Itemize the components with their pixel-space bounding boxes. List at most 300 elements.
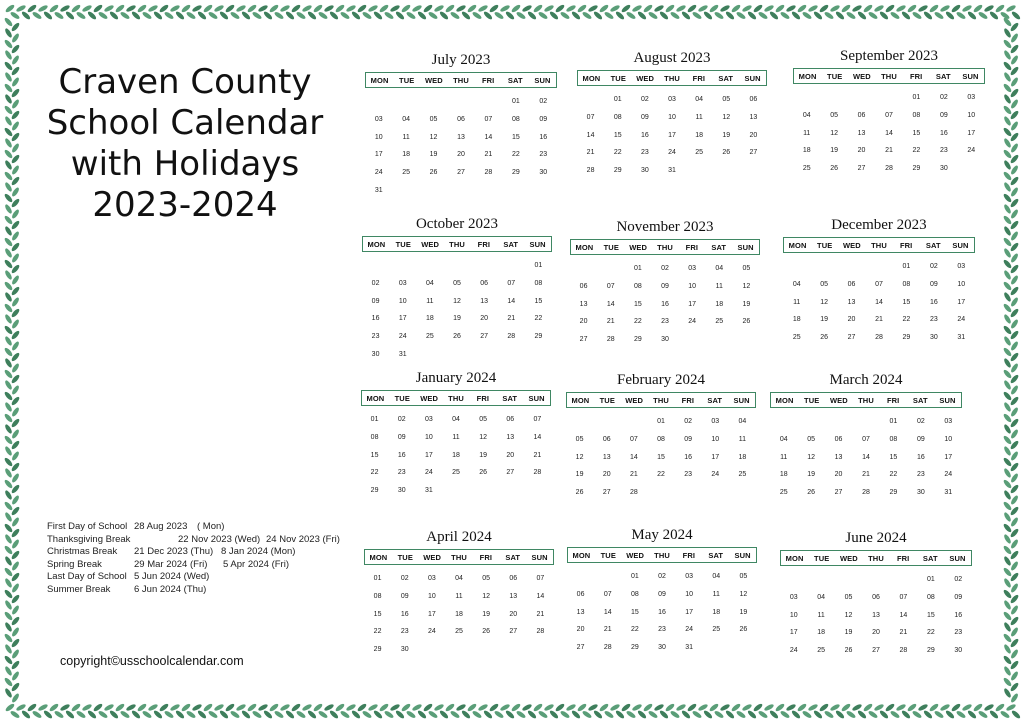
- day-cell: 04: [792, 280, 801, 288]
- day-cell: 09: [939, 111, 948, 119]
- day-cell: 13: [509, 592, 518, 600]
- day-cell: 08: [630, 590, 639, 598]
- page-title: [40, 62, 330, 226]
- day-cell: 29: [613, 167, 622, 175]
- day-cell: 21: [875, 316, 883, 324]
- day-cell: 04: [452, 416, 460, 423]
- weekday-label: WED: [852, 71, 871, 81]
- day-cell: 24: [398, 333, 407, 341]
- day-cell: 03: [789, 593, 798, 601]
- day-cell: 26: [429, 169, 438, 177]
- day-cell: 03: [668, 96, 676, 103]
- day-cell: 08: [613, 113, 622, 121]
- empty-day-cell: [567, 568, 594, 586]
- day-cell: 20: [749, 131, 758, 139]
- empty-day-cell: [838, 258, 865, 276]
- day-cell: 14: [536, 592, 545, 600]
- day-cell: 13: [847, 298, 856, 306]
- empty-day-cell: [770, 413, 797, 431]
- day-cell: 15: [370, 451, 379, 459]
- month-name: August 2023: [633, 50, 711, 66]
- weekday-label: SAT: [925, 240, 941, 250]
- day-cell: 18: [402, 151, 411, 159]
- weekday-label: THU: [871, 240, 887, 250]
- day-cell: 31: [398, 350, 407, 358]
- day-cell: 12: [807, 453, 816, 461]
- weekday-label: THU: [858, 395, 874, 405]
- day-cell: 12: [722, 113, 731, 121]
- month-name: February 2024: [617, 372, 705, 388]
- day-cell: 26: [742, 318, 751, 326]
- day-cell: 07: [899, 593, 908, 601]
- weekday-label: FRI: [899, 240, 913, 250]
- day-cell: 15: [534, 297, 543, 305]
- day-cell: 29: [633, 336, 642, 344]
- holiday-name: Last Day of School: [47, 571, 127, 582]
- day-cell: 26: [482, 628, 491, 636]
- day-cell: 23: [929, 316, 938, 324]
- day-grid: [362, 257, 552, 364]
- empty-day-cell: [447, 93, 474, 111]
- day-cell: 29: [534, 333, 543, 341]
- day-cell: 03: [688, 265, 697, 272]
- day-grid: [361, 411, 551, 500]
- day-cell: 07: [586, 113, 595, 121]
- weekday-label: WED: [829, 395, 848, 405]
- weekday-label: SUN: [733, 395, 750, 405]
- day-cell: 01: [889, 418, 898, 425]
- day-cell: 17: [398, 315, 407, 323]
- day-cell: 09: [684, 435, 693, 443]
- day-cell: 23: [397, 469, 406, 477]
- month-name: January 2024: [415, 370, 497, 386]
- month-name: December 2023: [831, 217, 927, 233]
- day-cell: 03: [957, 263, 966, 270]
- day-cell: 29: [926, 647, 935, 655]
- day-cell: 06: [576, 590, 585, 598]
- day-cell: 24: [957, 316, 966, 324]
- day-cell: 24: [424, 469, 433, 477]
- day-cell: 02: [397, 416, 406, 423]
- day-cell: 15: [926, 611, 935, 619]
- weekday-header: [364, 549, 554, 565]
- day-cell: 14: [629, 453, 638, 461]
- day-cell: 28: [507, 333, 516, 341]
- month-calendar: [570, 218, 760, 349]
- weekday-label: TUE: [817, 240, 833, 250]
- weekday-label: WED: [629, 242, 648, 252]
- empty-day-cell: [780, 571, 807, 589]
- day-cell: 21: [507, 315, 516, 323]
- day-cell: 22: [534, 315, 543, 323]
- day-cell: 31: [957, 334, 966, 342]
- day-cell: 27: [749, 149, 758, 157]
- day-cell: 05: [820, 280, 829, 288]
- day-cell: 10: [427, 592, 436, 600]
- day-cell: 19: [482, 610, 491, 618]
- day-cell: 16: [684, 453, 693, 461]
- weekday-label: SUN: [734, 550, 751, 560]
- day-cell: 26: [722, 149, 731, 157]
- day-cell: 30: [371, 350, 380, 358]
- day-cell: 18: [695, 131, 704, 139]
- day-cell: 16: [397, 451, 406, 459]
- day-cell: 09: [640, 113, 649, 121]
- day-cell: 02: [954, 576, 963, 583]
- weekday-header: [566, 392, 756, 408]
- day-cell: 29: [902, 334, 911, 342]
- day-cell: 07: [533, 416, 542, 423]
- day-cell: 27: [872, 647, 880, 655]
- month-name: October 2023: [415, 216, 499, 232]
- day-cell: 10: [688, 282, 697, 290]
- holiday-start-date: 29 Mar 2024 (Fri): [134, 558, 208, 570]
- weekday-label: THU: [664, 73, 680, 83]
- day-cell: 23: [661, 318, 669, 326]
- day-cell: 01: [613, 96, 622, 103]
- empty-day-cell: [362, 257, 389, 275]
- day-cell: 13: [857, 129, 866, 137]
- day-cell: 07: [536, 575, 545, 582]
- day-cell: 06: [579, 282, 588, 290]
- month-name: May 2024: [631, 527, 693, 543]
- weekday-label: SUN: [528, 393, 545, 403]
- holiday-end-date: 5 Apr 2024 (Fri): [223, 558, 289, 570]
- empty-day-cell: [392, 93, 419, 111]
- day-cell: 25: [452, 469, 460, 477]
- weekday-label: WED: [626, 550, 645, 560]
- day-cell: 21: [885, 147, 893, 155]
- weekday-header: [793, 68, 985, 84]
- day-cell: 02: [400, 575, 409, 582]
- day-cell: 12: [479, 433, 488, 441]
- weekday-label: WED: [420, 393, 439, 403]
- weekday-label: WED: [424, 75, 443, 85]
- day-cell: 24: [789, 647, 798, 655]
- day-cell: 19: [453, 315, 461, 323]
- empty-day-cell: [365, 93, 392, 111]
- day-cell: 02: [539, 98, 548, 105]
- day-cell: 27: [579, 336, 588, 344]
- day-cell: 22: [657, 471, 665, 479]
- holiday-start-date: 28 Aug 2023: [134, 521, 188, 532]
- day-grid: [364, 570, 554, 659]
- day-cell: 05: [429, 115, 438, 123]
- day-grid: [567, 568, 757, 657]
- day-cell: 14: [484, 133, 493, 141]
- weekday-header: [770, 392, 962, 408]
- weekday-label: SUN: [737, 242, 754, 252]
- day-cell: 04: [695, 96, 704, 103]
- day-cell: 30: [939, 165, 948, 173]
- day-cell: 13: [579, 300, 588, 308]
- day-cell: 22: [630, 626, 639, 634]
- day-cell: 21: [629, 471, 638, 479]
- day-cell: 06: [457, 115, 465, 123]
- empty-day-cell: [577, 91, 604, 109]
- day-cell: 20: [506, 451, 515, 459]
- day-cell: 27: [602, 489, 611, 497]
- weekday-label: FRI: [479, 552, 493, 562]
- day-cell: 03: [398, 279, 407, 287]
- day-cell: 28: [862, 489, 870, 497]
- empty-day-cell: [420, 93, 447, 111]
- day-cell: 24: [427, 628, 436, 636]
- day-cell: 28: [875, 334, 883, 342]
- day-cell: 08: [370, 433, 379, 441]
- empty-day-cell: [848, 89, 875, 107]
- day-cell: 14: [875, 298, 883, 306]
- holiday-start-date: 5 Jun 2024 (Wed): [134, 571, 210, 582]
- weekday-label: MON: [785, 553, 804, 563]
- day-cell: 13: [480, 297, 489, 305]
- day-cell: 12: [830, 129, 839, 137]
- day-cell: 27: [480, 333, 489, 341]
- day-cell: 09: [371, 297, 380, 305]
- day-grid: [577, 91, 767, 180]
- empty-day-cell: [807, 571, 834, 589]
- month-calendar: [793, 47, 985, 178]
- day-cell: 14: [507, 297, 516, 305]
- day-cell: 08: [657, 435, 665, 443]
- day-cell: 27: [509, 628, 518, 636]
- day-cell: 23: [939, 147, 948, 155]
- day-cell: 31: [944, 489, 953, 497]
- day-cell: 24: [685, 626, 694, 634]
- day-cell: 10: [668, 113, 676, 121]
- day-cell: 30: [661, 336, 669, 344]
- day-cell: 05: [479, 416, 488, 423]
- weekday-label: SUN: [962, 71, 979, 81]
- day-cell: 26: [575, 489, 584, 497]
- day-cell: 15: [511, 133, 520, 141]
- month-calendar: [577, 49, 767, 180]
- weekday-header: [567, 547, 757, 563]
- weekday-label: TUE: [814, 553, 830, 563]
- day-cell: 19: [820, 316, 829, 324]
- day-cell: 01: [373, 575, 382, 582]
- day-grid: [793, 89, 985, 178]
- day-cell: 10: [957, 280, 966, 288]
- day-cell: 08: [902, 280, 911, 288]
- holiday-name: Spring Break: [47, 558, 102, 570]
- weekday-label: TUE: [827, 71, 843, 81]
- day-cell: 06: [857, 111, 866, 119]
- day-grid: [770, 413, 962, 502]
- day-cell: 06: [834, 435, 843, 443]
- weekday-header: [361, 390, 551, 406]
- weekday-header: [783, 237, 975, 253]
- day-cell: 01: [370, 416, 379, 423]
- month-calendar: [783, 216, 975, 347]
- weekday-label: SUN: [534, 75, 551, 85]
- day-cell: 27: [847, 334, 856, 342]
- day-cell: 12: [844, 611, 853, 619]
- weekday-header: [362, 236, 552, 252]
- day-cell: 13: [576, 608, 585, 616]
- day-cell: 25: [779, 489, 788, 497]
- weekday-label: THU: [448, 393, 464, 403]
- day-cell: 29: [373, 646, 382, 654]
- day-cell: 21: [484, 151, 493, 159]
- weekday-label: THU: [654, 550, 670, 560]
- day-cell: 25: [802, 165, 811, 173]
- day-cell: 07: [885, 111, 893, 119]
- day-cell: 05: [844, 593, 853, 601]
- day-cell: 26: [820, 334, 829, 342]
- day-cell: 19: [479, 451, 488, 459]
- empty-day-cell: [593, 413, 620, 431]
- holiday-end-date: ( Mon): [197, 521, 225, 532]
- day-cell: 26: [479, 469, 488, 477]
- day-cell: 23: [539, 151, 548, 159]
- day-cell: 17: [374, 151, 383, 159]
- day-cell: 23: [640, 149, 649, 157]
- day-cell: 27: [576, 644, 585, 652]
- day-cell: 11: [715, 282, 723, 290]
- weekday-label: THU: [881, 71, 897, 81]
- day-cell: 16: [954, 611, 963, 619]
- weekday-label: TUE: [804, 395, 820, 405]
- day-cell: 09: [539, 115, 548, 123]
- day-cell: 23: [954, 629, 963, 637]
- weekday-label: FRI: [481, 75, 495, 85]
- empty-day-cell: [471, 257, 498, 275]
- weekday-label: SAT: [912, 395, 928, 405]
- day-cell: 16: [929, 298, 938, 306]
- day-cell: 06: [847, 280, 856, 288]
- day-cell: 17: [668, 131, 676, 139]
- weekday-label: TUE: [395, 239, 411, 249]
- day-cell: 25: [817, 647, 826, 655]
- day-cell: 04: [455, 575, 463, 582]
- day-cell: 12: [429, 133, 438, 141]
- day-cell: 17: [688, 300, 697, 308]
- day-cell: 27: [457, 169, 465, 177]
- holiday-start-date: 21 Dec 2023 (Thu): [134, 546, 214, 557]
- empty-day-cell: [865, 258, 892, 276]
- day-cell: 14: [885, 129, 893, 137]
- day-cell: 01: [633, 265, 642, 272]
- day-cell: 09: [916, 435, 925, 443]
- day-cell: 03: [685, 573, 694, 580]
- day-cell: 21: [536, 610, 545, 618]
- day-cell: 18: [715, 300, 724, 308]
- day-cell: 11: [817, 611, 825, 619]
- day-cell: 24: [668, 149, 676, 157]
- day-cell: 08: [926, 593, 935, 601]
- day-cell: 11: [695, 113, 703, 121]
- day-cell: 28: [533, 469, 542, 477]
- day-cell: 22: [926, 629, 935, 637]
- weekday-label: FRI: [477, 239, 491, 249]
- day-cell: 21: [899, 629, 908, 637]
- day-cell: 19: [807, 471, 816, 479]
- weekday-label: FRI: [692, 73, 706, 83]
- day-cell: 30: [400, 646, 409, 654]
- day-cell: 21: [606, 318, 615, 326]
- weekday-label: FRI: [682, 550, 696, 560]
- day-cell: 23: [916, 471, 925, 479]
- day-cell: 25: [715, 318, 724, 326]
- day-cell: 11: [712, 590, 720, 598]
- weekday-label: SAT: [503, 239, 519, 249]
- day-cell: 15: [657, 453, 665, 461]
- weekday-label: SAT: [507, 75, 523, 85]
- day-cell: 06: [749, 96, 758, 103]
- month-name: September 2023: [840, 48, 938, 64]
- month-name: November 2023: [616, 219, 714, 235]
- day-cell: 02: [658, 573, 666, 580]
- empty-day-cell: [443, 257, 470, 275]
- day-cell: 02: [661, 265, 669, 272]
- day-cell: 15: [902, 298, 911, 306]
- month-calendar: [365, 51, 557, 200]
- day-cell: 25: [695, 149, 704, 157]
- weekday-label: SAT: [502, 393, 518, 403]
- weekday-label: MON: [575, 242, 594, 252]
- day-grid: [780, 571, 972, 660]
- weekday-label: SAT: [708, 550, 724, 560]
- weekday-label: TUE: [397, 552, 413, 562]
- weekday-label: TUE: [603, 242, 619, 252]
- day-cell: 25: [738, 471, 747, 479]
- month-calendar: [566, 371, 756, 502]
- day-cell: 08: [889, 435, 898, 443]
- day-cell: 04: [779, 435, 788, 443]
- empty-day-cell: [797, 413, 824, 431]
- day-cell: 11: [738, 435, 747, 443]
- month-calendar: [780, 529, 972, 660]
- day-cell: 16: [400, 610, 409, 618]
- day-cell: 23: [684, 471, 693, 479]
- day-cell: 16: [658, 608, 666, 616]
- weekday-label: THU: [449, 239, 465, 249]
- day-cell: 18: [712, 608, 721, 616]
- day-cell: 20: [602, 471, 611, 479]
- day-cell: 06: [509, 575, 518, 582]
- day-cell: 25: [792, 334, 801, 342]
- day-cell: 26: [844, 647, 853, 655]
- day-cell: 05: [830, 111, 839, 119]
- day-cell: 07: [603, 590, 612, 598]
- day-cell: 02: [929, 263, 938, 270]
- day-cell: 20: [480, 315, 489, 323]
- day-cell: 15: [613, 131, 622, 139]
- weekday-label: SUN: [744, 73, 761, 83]
- day-cell: 03: [374, 115, 383, 123]
- day-cell: 14: [606, 300, 615, 308]
- day-cell: 29: [511, 169, 520, 177]
- day-cell: 12: [482, 592, 491, 600]
- day-cell: 06: [602, 435, 611, 443]
- day-cell: 18: [455, 610, 463, 618]
- day-cell: 27: [857, 165, 866, 173]
- day-cell: 22: [373, 628, 382, 636]
- weekday-label: SUN: [939, 395, 956, 405]
- day-cell: 28: [603, 644, 612, 652]
- day-cell: 03: [711, 418, 720, 425]
- weekday-label: MON: [775, 395, 794, 405]
- day-cell: 24: [688, 318, 697, 326]
- empty-day-cell: [835, 571, 862, 589]
- holiday-end-date: 8 Jan 2024 (Mon): [221, 546, 296, 557]
- day-cell: 09: [929, 280, 938, 288]
- day-cell: 31: [424, 487, 433, 495]
- day-cell: 08: [373, 592, 382, 600]
- day-cell: 01: [511, 98, 520, 105]
- day-cell: 30: [954, 647, 963, 655]
